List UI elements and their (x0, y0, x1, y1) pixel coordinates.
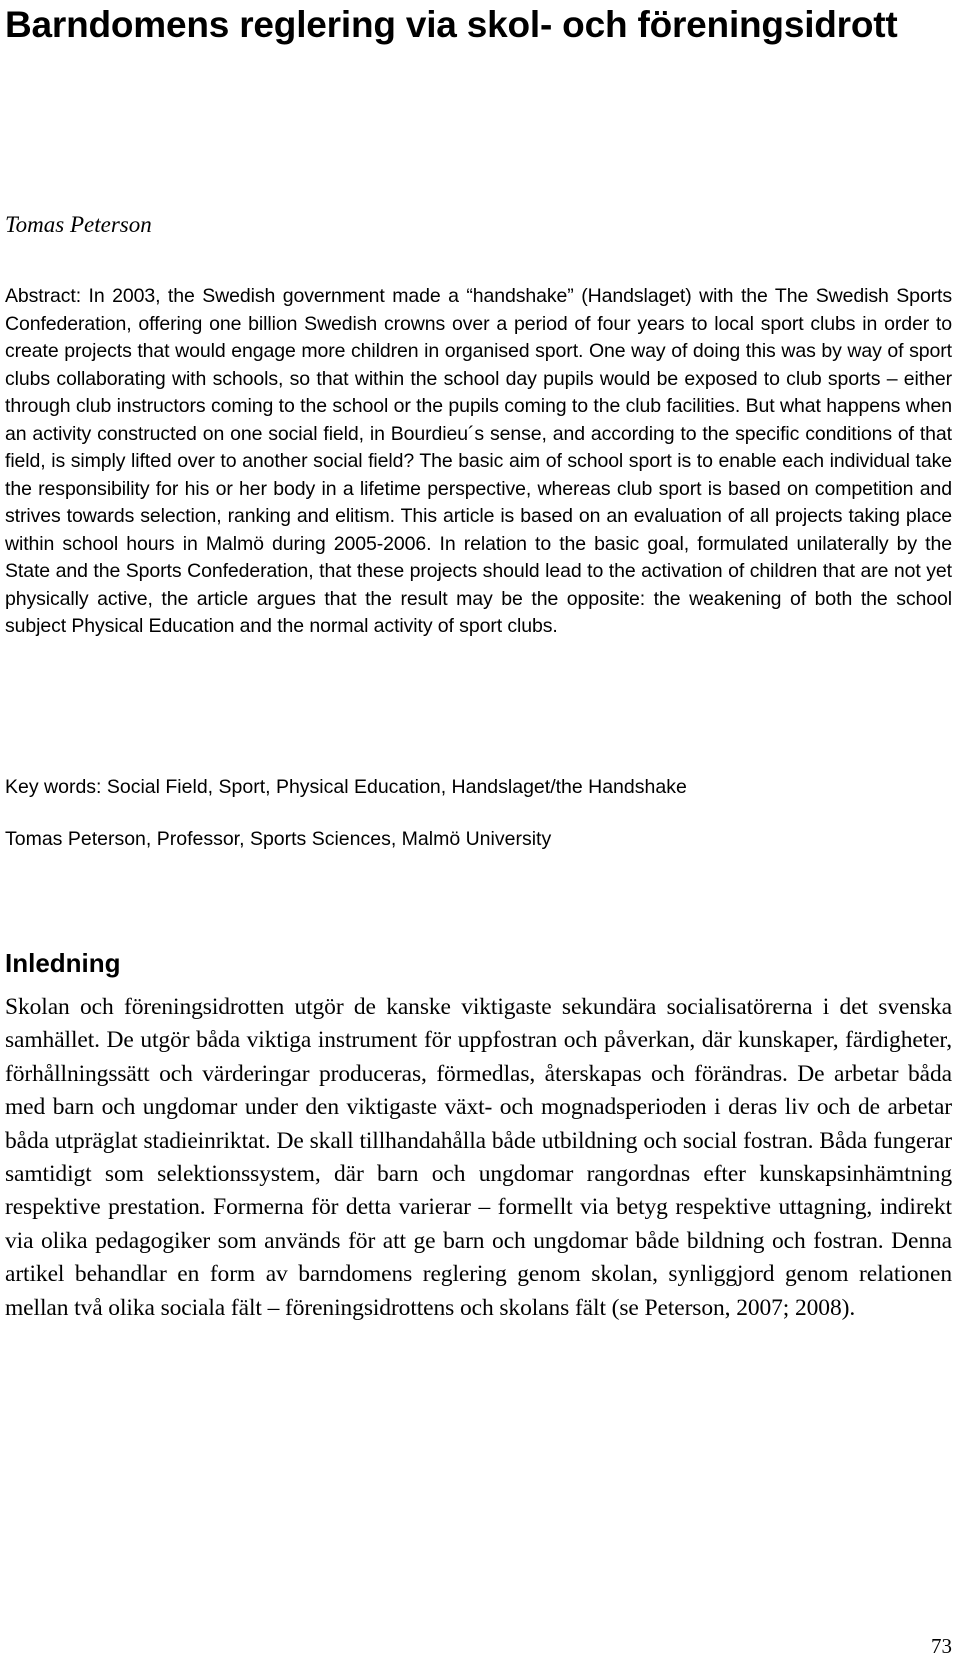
author-name: Tomas Peterson (5, 212, 152, 237)
body-paragraph: Skolan och föreningsidrotten utgör de kanske viktigaste sekundära socialisatörerna i det svenska samhället. De utgör båda viktiga instrument för uppfostran och påverkan, där kunskaper, färdigheter, förhållningssätt och värderingar produceras, förmedlas, återskapas och förändras. De arbetar båda med barn och ungdomar under den viktigaste växt- och mognadsperioden i deras liv och de arbetar båda utpräglat stadieinriktat. De skall tillhandahålla både utbildning och social fostran. Båda fungerar samtidigt som selektionssystem, där barn och ungdomar rangordnas efter kunskapsinhämtning respektive prestation. Formerna för detta varierar – formellt via betyg respektive uttagning, indirekt via olika pedagogiker som används för att ge barn och ungdomar både bildning och fostran. Denna artikel behandlar en form av barndomens reglering genom skolan, synliggjord genom relationen mellan två olika sociala fält – föreningsidrottens och skolans fält (se Peterson, 2007; 2008). (5, 994, 952, 1321)
author-affiliation: Tomas Peterson, Professor, Sports Sciences, Malmö University (5, 828, 552, 850)
keywords-line: Key words: Social Field, Sport, Physical Education, Handslaget/the Handshake (5, 776, 687, 798)
section-heading: Inledning (5, 948, 121, 978)
abstract-paragraph: Abstract: In 2003, the Swedish government made a “handshake” (Handslaget) with the The Swedish Sports Confederation, offering one billion Swedish crowns over a period of four years to local sport clubs in order to create projects that would engage more children in organised sport. One way of doing this was by way of sport clubs collaborating with schools, so that within the school day pupils would be exposed to club sports – either through club instructors coming to the school or the pupils coming to the club facilities. But what happens when an activity constructed on one social field, in Bourdieu´s sense, and according to the specific conditions of that field, is simply lifted over to another social field? The basic aim of school sport is to enable each individual take the responsibility for his or her body in a lifetime perspective, whereas club sport is based on competition and strives towards selection, ranking and elitism. This article is based on an evaluation of all projects taking place within school hours in Malmö during 2005-2006. In relation to the basic goal, formulated unilaterally by the State and the Sports Confederation, that these projects should lead to the activation of children that are not yet physically active, the article argues that the result may be the opposite: the weakening of both the school subject Physical Education and the normal activity of sport clubs. (5, 285, 952, 637)
document-title: Barndomens reglering via skol- och föreningsidrott (5, 4, 898, 45)
page-number: 73 (931, 1634, 952, 1658)
